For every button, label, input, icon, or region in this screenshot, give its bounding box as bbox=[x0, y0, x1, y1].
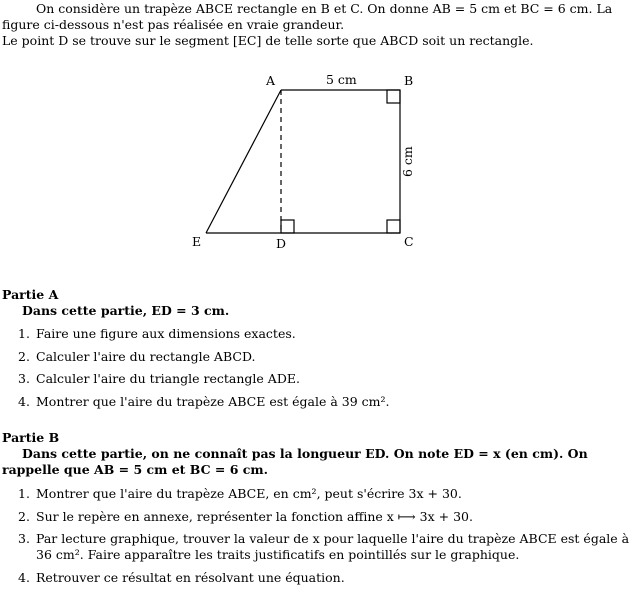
intro-line-2: Le point D se trouve sur le segment [EC] de telle sorte que ABCD soit un rectangle. bbox=[2, 33, 534, 48]
list-item: 1. Montrer que l'aire du trapèze ABCE, en cm², peut s'écrire 3x + 30. bbox=[18, 486, 462, 501]
right-angle-d bbox=[281, 220, 294, 233]
list-item: 3. Par lecture graphique, trouver la valeur de x pour laquelle l'aire du trapèze ABCE est égale à 36 cm². Faire apparaître les traits justificatifs en pointillés sur le graphique. bbox=[18, 531, 630, 562]
part-a-title: Partie A bbox=[2, 287, 59, 302]
part-b-list bbox=[2, 486, 630, 592]
label-a: A bbox=[266, 73, 276, 88]
part-b-title: Partie B bbox=[2, 430, 60, 445]
label-bc-length: 6 cm bbox=[400, 146, 415, 177]
trapezoid-figure bbox=[180, 68, 440, 258]
label-b: B bbox=[404, 73, 414, 88]
label-e: E bbox=[192, 234, 202, 249]
intro-line-1: On considère un trapèze ABCE rectangle en B et C. On donne AB = 5 cm et BC = 6 cm. La figure ci-dessous n'est pas réalisée en vraie grandeur. bbox=[2, 1, 613, 32]
list-item: 2. Calculer l'aire du rectangle ABCD. bbox=[18, 348, 256, 364]
segment-ea bbox=[206, 90, 281, 233]
label-ab-length: 5 cm bbox=[326, 72, 357, 87]
list-item: 4. Montrer que l'aire du trapèze ABCE est égale à 39 cm². bbox=[18, 393, 390, 409]
label-c: C bbox=[404, 234, 414, 249]
list-item: 2. Sur le repère en annexe, représenter la fonction affine x ⟼ 3x + 30. bbox=[18, 508, 473, 524]
part-a-intro: Dans cette partie, ED = 3 cm. bbox=[22, 303, 230, 318]
part-b-intro: Dans cette partie, on ne connaît pas la longueur ED. On note ED = x (en cm). On rappelle que AB = 5 cm et BC = 6 cm. bbox=[2, 446, 588, 477]
list-item: 1. Faire une figure aux dimensions exactes. bbox=[18, 326, 296, 341]
label-d: D bbox=[276, 236, 287, 251]
list-item: 3. Calculer l'aire du triangle rectangle ADE. bbox=[18, 371, 300, 386]
right-angle-c bbox=[387, 220, 400, 233]
right-angle-b bbox=[387, 90, 400, 103]
trapezoid-svg bbox=[180, 68, 440, 258]
intro bbox=[2, 1, 630, 49]
part-a-list bbox=[2, 326, 630, 416]
list-item: 4. Retrouver ce résultat en résolvant une équation. bbox=[18, 569, 345, 585]
